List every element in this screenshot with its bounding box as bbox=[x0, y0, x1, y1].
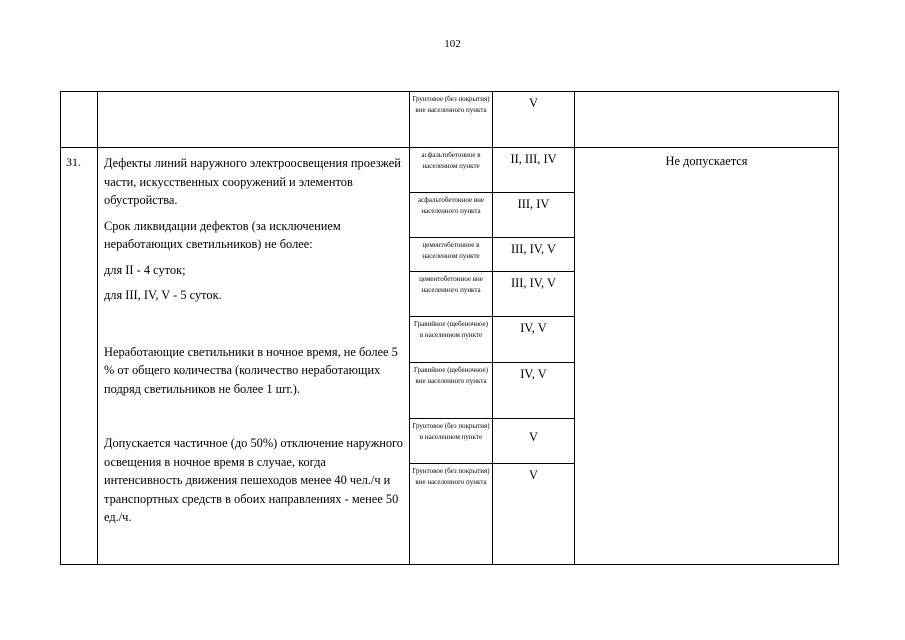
description-paragraph: для II - 4 суток; bbox=[104, 262, 186, 277]
description-paragraph: Срок ликвидации дефектов (за исключением неработающих светильников) не более: bbox=[104, 218, 341, 251]
category-cell bbox=[493, 419, 575, 464]
coverage-cell bbox=[410, 272, 493, 317]
requirement-text: Не допускается bbox=[665, 154, 748, 168]
category-text: IV, V bbox=[520, 321, 547, 335]
category-text: IV, V bbox=[520, 367, 547, 381]
category-cell bbox=[493, 272, 575, 317]
coverage-cell bbox=[410, 464, 493, 565]
description-text bbox=[98, 148, 409, 527]
coverage-text: Грунтовое (без покрытия) вне населенного пункта bbox=[412, 467, 490, 486]
coverage-text: Грунтовое (без покрытия) в населенном пункте bbox=[412, 422, 490, 441]
category-cell bbox=[493, 363, 575, 419]
requirement-cell bbox=[575, 92, 839, 148]
description-paragraph: для III, IV, V - 5 суток. bbox=[104, 288, 222, 302]
category-text: V bbox=[529, 430, 538, 444]
number-cell bbox=[61, 148, 98, 565]
coverage-cell bbox=[410, 148, 493, 193]
category-text: III, IV, V bbox=[511, 276, 556, 290]
coverage-cell bbox=[410, 193, 493, 238]
row-number: 31. bbox=[66, 155, 81, 169]
coverage-text: Грунтовое (без покрытия) вне населенного пункта bbox=[412, 95, 490, 114]
category-text: V bbox=[529, 468, 538, 482]
category-text: II, III, IV bbox=[510, 152, 557, 166]
category-text: V bbox=[529, 96, 538, 110]
coverage-text: асфальтобетонное в населенном пункте bbox=[421, 151, 481, 170]
coverage-text: Гравийное (щебеночное) в населенном пункте bbox=[414, 320, 488, 339]
defects-table bbox=[60, 91, 839, 565]
coverage-cell bbox=[410, 238, 493, 272]
coverage-text: цементобетонное в населенном пункте bbox=[422, 241, 480, 260]
coverage-cell bbox=[410, 363, 493, 419]
category-cell bbox=[493, 193, 575, 238]
description-cell bbox=[98, 92, 410, 148]
number-cell bbox=[61, 92, 98, 148]
description-paragraph: Дефекты линий наружного электроосвещения проезжей части, искусственных сооружений и элементов обустройства. bbox=[104, 156, 401, 207]
coverage-cell bbox=[410, 317, 493, 363]
category-text: III, IV, V bbox=[511, 242, 556, 256]
category-cell bbox=[493, 92, 575, 148]
coverage-text: цементобетонное вне населенного пункта bbox=[419, 275, 483, 294]
category-cell bbox=[493, 238, 575, 272]
category-text: III, IV bbox=[517, 197, 550, 211]
category-cell bbox=[493, 317, 575, 363]
coverage-cell bbox=[410, 419, 493, 464]
coverage-text: Гравийное (щебеночное) вне населенного пункта bbox=[414, 366, 488, 385]
table-row-31 bbox=[61, 148, 839, 193]
page-number: 102 bbox=[444, 38, 461, 50]
table-row-continuation bbox=[61, 92, 839, 148]
description-paragraph: Неработающие светильники в ночное время, не более 5 % от общего количества (количество неработающих подряд светильников не более 1 шт.). bbox=[104, 344, 398, 396]
coverage-text: асфальтобетонное вне населенного пункта bbox=[417, 196, 485, 215]
description-cell bbox=[98, 148, 410, 565]
category-cell bbox=[493, 148, 575, 193]
requirement-cell bbox=[575, 148, 839, 565]
description-paragraph: Допускается частичное (до 50%) отключение наружного освещения в ночное время в случае, когда интенсивность движения пешеходов менее 40 чел./ч и транспортных средств в обоих направлениях - менее 50 ед./ч. bbox=[104, 436, 403, 524]
coverage-cell bbox=[410, 92, 493, 148]
category-cell bbox=[493, 464, 575, 565]
